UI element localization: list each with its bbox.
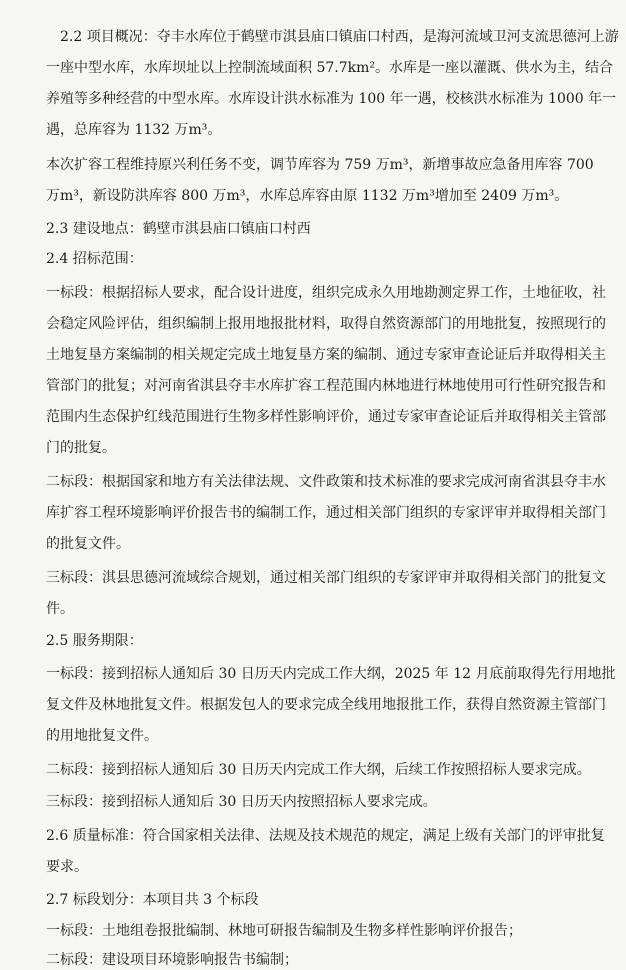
scope-lot-1-line-2: 会稳定风险评估，组织编制上报用地报批材料，取得自然资源部门的用地批复，按照现行的 (46, 316, 606, 332)
division-lot-2-line: 二标段：建设项目环境影响报告书编制； (46, 952, 298, 968)
scope-lot-2-line-3: 的批复文件。 (46, 536, 130, 552)
section-2-5-heading: 2.5 服务期限： (46, 633, 143, 649)
scope-lot-1-line-5: 范围内生态保护红线范围进行生物多样性影响评价，通过专家审查论证后并取得相关主管部 (46, 409, 606, 425)
period-lot-2-line: 二标段：接到招标人通知后 30 日历天内完成工作大纲，后续工作按照招标人要求完成。 (46, 762, 591, 778)
scope-lot-2-line-1: 二标段：根据国家和地方有关法律法规、文件政策和技术标准的要求完成河南省淇县夺丰水 (46, 474, 606, 490)
scope-lot-3-line-1: 三标段：淇县思德河流域综合规划，通过相关部门组织的专家评审并取得相关部门的批复文 (46, 570, 606, 586)
division-lot-1-line: 一标段：土地组卷报批编制、林地可研报告编制及生物多样性影响评价报告； (46, 923, 522, 939)
period-lot-3-line: 三标段：接到招标人通知后 30 日历天内按照招标人要求完成。 (46, 794, 437, 810)
section-2-2-line-4: 遇，总库容为 1132 万m³。 (46, 122, 222, 138)
section-2-2-line-3: 养殖等多种经营的中型水库。水库设计洪水标准为 100 年一遇，校核洪水标准为 1000 年一 (46, 91, 617, 107)
section-2-4-heading: 2.4 招标范围： (46, 251, 143, 267)
expansion-line-2: 万m³，新设防洪库容 800 万m³，水库总库容由原 1132 万m³增加至 2409 万m³。 (46, 188, 569, 204)
scope-lot-1-line-1: 一标段：根据招标人要求，配合设计进度，组织完成永久用地勘测定界工作，土地征收，社 (46, 285, 606, 301)
section-2-6-line-2: 要求。 (46, 859, 88, 875)
section-2-7-line: 2.7 标段划分：本项目共 3 个标段 (46, 892, 259, 908)
scope-lot-1-line-4: 管部门的批复；对河南省淇县夺丰水库扩容工程范围内林地进行林地使用可行性研究报告和 (46, 378, 606, 394)
period-lot-1-line-1: 一标段：接到招标人通知后 30 日历天内完成工作大纲，2025 年 12 月底前取得先行用地批 (46, 666, 616, 682)
scope-lot-1-line-6: 门的批复。 (46, 440, 116, 456)
scope-lot-3-line-2: 件。 (46, 601, 74, 617)
section-2-2-line-2: 一座中型水库，水库坝址以上控制流域面积 57.7km²。水库是一座以灌溉、供水为主，结合 (46, 60, 613, 76)
period-lot-1-line-2: 复文件及林地批复文件。根据发包人的要求完成全线用地报批工作，获得自然资源主管部门 (46, 697, 606, 713)
expansion-line-1: 本次扩容工程维持原兴利任务不变，调节库容为 759 万m³，新增事故应急备用库容 700 (46, 157, 594, 173)
period-lot-1-line-3: 的用地批复文件。 (46, 728, 158, 744)
section-2-6-line-1: 2.6 质量标准：符合国家相关法律、法规及技术规范的规定，满足上级有关部门的评审批复 (46, 828, 605, 844)
scope-lot-2-line-2: 库扩容工程环境影响评价报告书的编制工作，通过相关部门组织的专家评审并取得相关部门 (46, 505, 606, 521)
section-2-3-line: 2.3 建设地点：鹤壁市淇县庙口镇庙口村西 (46, 221, 311, 237)
scope-lot-1-line-3: 土地复垦方案编制的相关规定完成土地复垦方案的编制、通过专家审查论证后并取得相关主 (46, 347, 606, 363)
section-2-2-line-1: 2.2 项目概况：夺丰水库位于鹤壁市淇县庙口镇庙口村西，是海河流域卫河支流思德河上游 (60, 29, 619, 45)
